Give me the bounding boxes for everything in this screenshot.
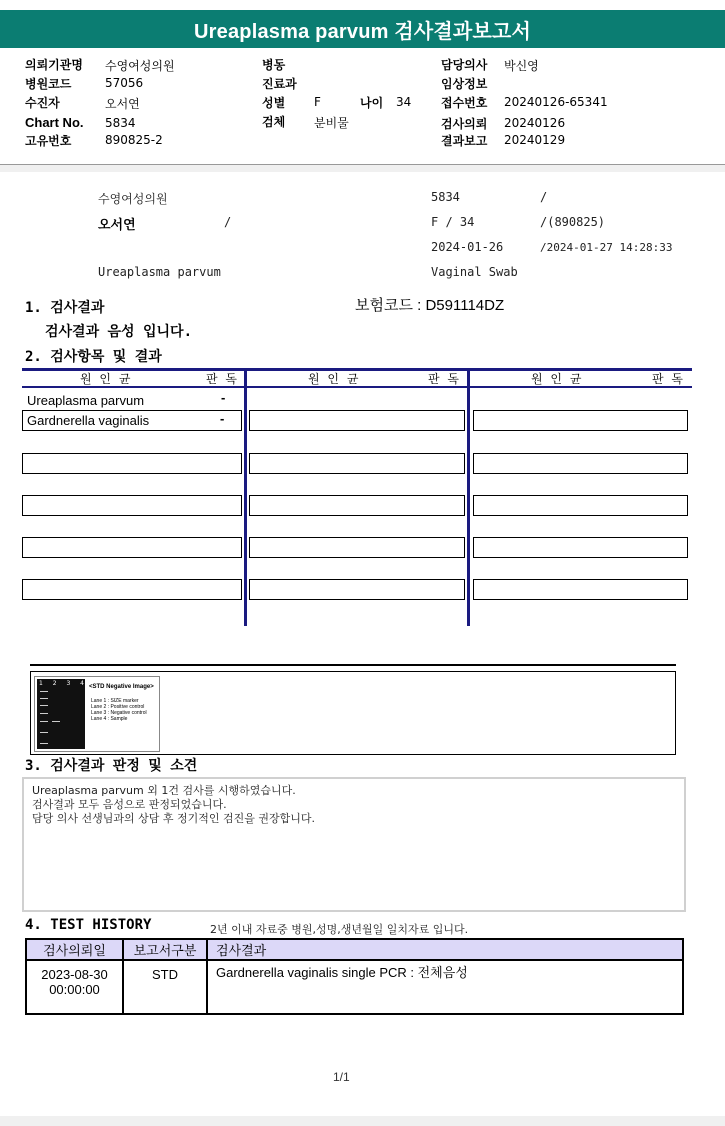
section3-title: 3. 검사결과 판정 및 소견 bbox=[25, 758, 198, 774]
history-type: STD bbox=[123, 960, 207, 1014]
age-value: 34 bbox=[396, 95, 412, 109]
section2-title: 2. 검사항목 및 결과 bbox=[25, 349, 162, 365]
result-cell-3-3 bbox=[473, 495, 688, 516]
section1-result: 검사결과 음성 입니다. bbox=[45, 324, 193, 340]
gel-lane-numbers: 1 2 3 4 bbox=[39, 680, 88, 687]
clinical-label: 임상정보 bbox=[441, 77, 488, 91]
result-cell-3-1 bbox=[22, 495, 242, 516]
history-result: Gardnerella vaginalis single PCR : 전체음성 bbox=[207, 960, 683, 1014]
table-row bbox=[26, 960, 683, 1014]
page-number: 1/1 bbox=[333, 1070, 350, 1084]
result-cell-2-2 bbox=[249, 453, 465, 474]
result-cell-2-3 bbox=[473, 453, 688, 474]
info-hospital: 수영여성의원 bbox=[98, 192, 168, 206]
footer-band bbox=[0, 1116, 725, 1126]
gel-photo bbox=[37, 679, 85, 749]
result-name-2: Gardnerella vaginalis bbox=[27, 413, 150, 428]
result-cell-4-2 bbox=[249, 537, 465, 558]
col-pathogen-3: 원 인 균 bbox=[531, 372, 584, 386]
image-top-rule bbox=[30, 664, 676, 666]
col-judgment-2: 판 독 bbox=[428, 372, 461, 386]
result-judgment-1: - bbox=[221, 390, 226, 405]
gel-legend-3: Lane 3 : Negative control bbox=[91, 710, 147, 716]
gel-caption: <STD Negative Image> bbox=[89, 684, 154, 690]
col-pathogen-2: 원 인 균 bbox=[308, 372, 361, 386]
request-value: 20240126 bbox=[504, 116, 566, 130]
result-cell-2-1 bbox=[22, 453, 242, 474]
header-band bbox=[0, 165, 725, 172]
code-label: 병원코드 bbox=[25, 77, 72, 91]
history-note: 2년 이내 자료중 병원,성명,생년월일 일치자료 입니다. bbox=[210, 923, 469, 936]
info-sex-age: F / 34 bbox=[431, 215, 475, 229]
patient-value: 오서연 bbox=[105, 97, 140, 111]
hospital-value: 수영여성의원 bbox=[105, 59, 175, 73]
history-date: 2023-08-30 bbox=[41, 967, 108, 982]
result-name-1: Ureaplasma parvum bbox=[27, 393, 145, 408]
result-cell-3-2 bbox=[249, 495, 465, 516]
result-cell-4-3 bbox=[473, 537, 688, 558]
gel-legend-2: Lane 2 : Positive control bbox=[91, 704, 145, 710]
dept-label: 진료과 bbox=[262, 77, 297, 91]
col-pathogen-1: 원 인 균 bbox=[80, 372, 133, 386]
specimen-value: 분비물 bbox=[314, 116, 349, 130]
history-header-type: 보고서구분 bbox=[123, 939, 207, 960]
receipt-value: 20240126-65341 bbox=[504, 95, 608, 109]
doctor-value: 박신영 bbox=[504, 59, 539, 73]
report-title: Ureaplasma parvum 검사결과보고서 bbox=[0, 10, 725, 48]
results-col-divider-1 bbox=[244, 368, 247, 626]
info-patient: 오서연 bbox=[98, 218, 136, 233]
sex-value: F bbox=[314, 95, 321, 109]
hospital-label: 의뢰기관명 bbox=[25, 58, 83, 72]
age-label: 나이 bbox=[360, 96, 384, 110]
info-chart: 5834 bbox=[431, 190, 460, 204]
result-cell-1-3 bbox=[473, 410, 688, 431]
info-chart-slash: / bbox=[540, 190, 548, 204]
result-cell-5-3 bbox=[473, 579, 688, 600]
info-slash: / bbox=[224, 215, 232, 229]
info-test-name: Ureaplasma parvum bbox=[98, 265, 221, 279]
sex-label: 성별 bbox=[262, 96, 286, 110]
history-header-result: 검사결과 bbox=[207, 939, 683, 960]
result-cell-5-1 bbox=[22, 579, 242, 600]
result-cell-1-1 bbox=[22, 410, 242, 431]
insurance-code: 보험코드 : D591114DZ bbox=[355, 297, 505, 314]
opinion-line-2: 검사결과 모두 음성으로 판정되었습니다. bbox=[32, 798, 227, 811]
chart-value: 5834 bbox=[105, 116, 136, 130]
chart-label: Chart No. bbox=[25, 115, 84, 130]
history-date-cell bbox=[26, 960, 123, 1014]
info-date-received: 2024-01-26 bbox=[431, 240, 504, 254]
info-birth: /(890825) bbox=[540, 215, 606, 229]
ward-label: 병동 bbox=[262, 58, 286, 72]
opinion-line-3: 담당 의사 선생님과의 상담 후 정기적인 검진을 권장합니다. bbox=[32, 812, 315, 825]
request-label: 검사의뢰 bbox=[441, 117, 488, 131]
results-col-divider-2 bbox=[467, 368, 470, 626]
history-header-date: 검사의뢰일 bbox=[26, 939, 123, 960]
result-judgment-2: - bbox=[220, 411, 225, 426]
uid-label: 고유번호 bbox=[25, 134, 72, 148]
result-cell-5-2 bbox=[249, 579, 465, 600]
info-date-reported: /2024-01-27 14:28:33 bbox=[540, 241, 673, 254]
opinion-box bbox=[22, 777, 686, 912]
code-value: 57056 bbox=[105, 76, 144, 90]
history-table bbox=[25, 938, 684, 1015]
specimen-label: 검체 bbox=[262, 115, 286, 129]
col-judgment-1: 판 독 bbox=[206, 372, 239, 386]
doctor-label: 담당의사 bbox=[441, 58, 488, 72]
uid-value: 890825-2 bbox=[105, 133, 163, 147]
receipt-label: 접수번호 bbox=[441, 96, 488, 110]
col-judgment-3: 판 독 bbox=[652, 372, 685, 386]
history-time: 00:00:00 bbox=[49, 982, 100, 997]
result-cell-4-1 bbox=[22, 537, 242, 558]
gel-legend-1: Lane 1 : SIZE marker bbox=[91, 698, 139, 704]
gel-legend-4: Lane 4 : Sample bbox=[91, 716, 128, 722]
section1-title: 1. 검사결과 bbox=[25, 300, 105, 316]
gel-image bbox=[34, 676, 160, 752]
opinion-line-1: Ureaplasma parvum 외 1건 검사를 시행하였습니다. bbox=[32, 784, 296, 797]
result-cell-1-2 bbox=[249, 410, 465, 431]
result-label: 결과보고 bbox=[441, 134, 488, 148]
result-value: 20240129 bbox=[504, 133, 566, 147]
patient-label: 수진자 bbox=[25, 96, 60, 110]
info-specimen: Vaginal Swab bbox=[431, 265, 518, 279]
section4-title: 4. TEST HISTORY bbox=[25, 917, 152, 933]
